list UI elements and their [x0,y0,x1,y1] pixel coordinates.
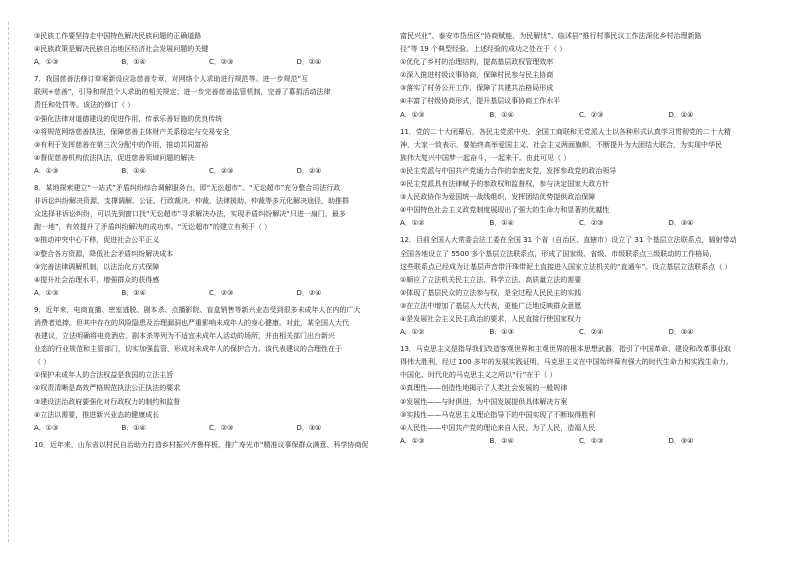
left-margin-dashed-line [8,22,10,542]
option-b: B．①④ [489,436,514,445]
statement-item: ④丰富了村级协商形式，提升基层议事协商工作水平 [400,97,561,106]
question-stem: 全国各地设立了 5500 多个基层立法联系点，形成了国家级、省级、市级联系点三级联动的工作格局， [400,249,717,258]
question-10-continued [400,30,758,122]
question-stem: 得伟大胜利，经过 100 多年的发展实践证明，马克思主义在中国始终葆有强大的时代生命力和实践生命力。 [400,358,733,367]
option-d: D．②④ [296,288,322,297]
statement-item: ②深入推进村级议事协商，保障村民参与民主协商 [400,71,554,80]
question-7 [34,73,384,178]
option-a: A．①③ [34,166,59,175]
question-stem: 12．目前全国人大常委会法工委在全国 31 个省（自治区、直辖市）设立了 31 个基层立法联系点，辐射带动 [400,236,737,245]
answer-options [400,217,758,230]
statement-item: ③在立法中增加了基层人大代表，更能广泛地反映群众意愿 [400,301,582,310]
right-column [400,30,758,448]
statement-item: ①顺应了立法机关民主立法、科学立法、高质量立法的需要 [400,275,582,284]
question-stem: 中国化、时代化的马克思主义之所以“行”在于（ ） [400,371,557,380]
question-12 [400,234,758,339]
question-line: ④民族政策是解决民族自治地区经济社会发展问题的关键 [34,45,209,54]
answer-options [34,165,384,178]
answer-options [34,287,384,300]
option-d: D．②④ [668,110,694,119]
question-stem: 族伟大复兴中国梦一起奋斗、一起来干。由此可见（ ） [400,153,571,162]
option-c: C．②④ [579,328,604,337]
statement-item: ④立法以需要，推进新兴业态的健康成长 [34,410,160,419]
answer-options [34,422,384,435]
statement-item: ②民主党派具有法律赋予的参政权和监督权，参与决定国家大政方针 [400,180,610,189]
option-a: A．①② [400,328,425,337]
option-c: C．②③ [209,423,234,432]
statement-item: ④是发展社会主义民主政治的要求，人民直接行使国家权力 [400,314,582,323]
option-a: A．①② [400,219,425,228]
question-stem: （ ） [34,358,51,367]
option-a: A．①③ [34,58,59,67]
option-a: A．①③ [400,436,425,445]
option-c: C．②③ [579,110,604,119]
statement-item: ①强化法律对道德建设的促进作用，传承乐善好施的优良传统 [34,114,223,123]
statement-item: ②权责清晰是高效严格规范执法公正执法的要求 [34,384,181,393]
question-8 [34,182,384,300]
question-13 [400,343,758,448]
statement-item: ②整合各方资源，降低社会矛盾纠纷解决成本 [34,249,174,258]
statement-item: ②将规范网络慈善执法，保障慈善主体财产关系稳定与交易安全 [34,127,230,136]
answer-options [34,56,384,69]
option-d: D．③④ [668,219,694,228]
question-stem: 这些联系点已经成为让基层声音带汗珠带泥土直接进入国家立法机关的“直通车”。设立基层立法联系点（ ） [400,262,732,271]
question-11 [400,126,758,231]
left-column [34,30,384,452]
question-stem: 非诉讼纠纷解决资源，支撑调解、公证、行政裁决、仲裁、法律援助、仲裁等多元化解决途径，助推群 [34,197,349,206]
statement-item: ③人民政协作为爱国统一战线组织，发挥团结优势提供政治保障 [400,193,596,202]
question-stem: 业态的行业规范和主管部门，切实加强监管，形成对未成年人的保护合力。该代表建议的合理性在于 [34,345,342,354]
answer-options [400,109,758,122]
option-b: B．①④ [121,423,146,432]
question-10-stem-start: 10．近年来，山东省以村民自治助力打造乡村振兴齐鲁样板，推广寿光市“精准议事保群众满意、科学协商促 [34,440,369,449]
question-stem: 8．某地探索建立“一站式”矛盾纠纷综合调解服务台，即“无讼超市”。“无讼超市”充分整合司法行政 [34,184,341,193]
statement-item: ④督促慈善机构依法执法，促进慈善领域问题的解决 [34,153,195,162]
question-stem: 9．近年来，电商直播、密室逃脱、剧本杀、点播影院、盲盒销售等新兴业态受到很多未成年人在内的广大 [34,305,361,314]
question-stem: 消费者追捧。但其中存在的风险隐患及治理漏洞也严重影响未成年人的身心健康。对此，某全国人大代 [34,318,349,327]
option-d: D．②④ [296,58,322,67]
statement-item: ④中国特色社会主义政党制度展现出了强大的生命力和显著的优越性 [400,206,610,215]
statement-item: ①推动冲突中心下移，促进社会公平正义 [34,236,160,245]
question-stem: 13．马克思主义是指导我们改造客观世界和主观世界的根本思想武器，指引了中国革命、建设和改革事业取 [400,345,731,354]
question-9 [34,304,384,435]
option-b: B．①④ [489,110,514,119]
question-stem: 富民兴业”、泰安市岱岳区“协商赋能、为民解忧”、临沭县“推行村事民议工作法深化乡村治理新路 [400,32,702,40]
option-a: A．①③ [34,288,59,297]
option-b: B．①④ [121,58,146,67]
question-stem: 众选择非诉讼纠纷，可以先到窗口找“无讼超市”寻求解决办法，实现矛盾纠纷解决“只进一扇门，最多 [34,210,346,219]
statement-item: ④人民性——中国共产党的理论来自人民，为了人民，造福人民 [400,423,596,432]
option-d: D．③④ [668,328,694,337]
statement-item: ③实践性——马克思主义理论指导下的中国实现了不断取得胜利 [400,410,596,419]
question-line: ③民族工作要坚持走中国特色解决民族问题的正确道路 [34,32,202,40]
question-stem: 神，大家一致表示，要始终高举爱国主义、社会主义两面旗帜，不断提升为大团结大联合，为实现中华民 [400,140,722,149]
option-c: C．②③ [579,436,604,445]
question-stem: 11．党的二十大闭幕后，各民主党派中央、全国工商联和无党派人士以各种形式认真学习贯彻党的二十大精 [400,127,731,136]
statement-item: ①民主党派与中国共产党通力合作的亲密友党，发挥参政党的政治领导 [400,166,617,175]
statement-item: ③完善法律调解机制，以法治化方式保障 [34,262,160,271]
option-d: D．③④ [296,423,322,432]
statement-item: ④提升社会治理水平，增强群众的获得感 [34,275,160,284]
statement-item: ①保护未成年人的合法权益是我国的立法主旨 [34,371,174,380]
option-b: B．①③ [489,328,514,337]
option-b: B．①④ [121,166,146,175]
statement-item: ③有利于发挥慈善在第三次分配中的作用，推动共同富裕 [34,140,209,149]
option-b: B．①④ [489,219,514,228]
statement-item: ①优化了乡村的治理结构，提高基层政权管理效率 [400,58,554,67]
statement-item: ①真理性——创造性地揭示了人类社会发展的一般规律 [400,384,568,393]
option-b: B．①④ [121,288,146,297]
option-c: C．②③ [209,166,234,175]
option-c: C．②③ [209,288,234,297]
option-a: A．①③ [34,423,59,432]
statement-item: ②体现了基层民众的立法参与权，是全过程人民民主的实践 [400,288,582,297]
option-d: D．②④ [296,166,322,175]
option-c: C．②③ [579,219,604,228]
answer-options [400,326,758,339]
statement-item: ③建设法治政府要强化对行政权力的制约和监督 [34,397,181,406]
statement-item: ②发展性——与时俱进，为中国发展提供具体解决方案 [400,397,568,406]
option-d: D．③④ [668,436,694,445]
question-stem: 表建议，立法明确将电竞酒店、剧本杀等列为不适宜未成年人活动的场所，并由相关部门出台新兴 [34,332,335,341]
answer-options [400,435,758,448]
question-stem: 7．我国慈善法修订草案新设应急慈善专章，对网络个人求助进行规范等。进一步规范“互 [34,75,309,84]
question-stem: 跑一地”，有效提升了矛盾纠纷解决的成功率。“无讼超市”的建立有利于（ ） [34,223,272,232]
option-a: A．①③ [400,110,425,119]
question-stem: 径”等 19 个典型经验。上述经验的成功之处在于（ ） [400,45,567,54]
statement-item: ③落实了村务公开工作，保障了共建共治格局形成 [400,84,554,93]
question-stem: 责任和处罚等。该法的修订（ ） [34,101,135,110]
question-stem: 联网+慈善”，引导和规范个人求助的相关规定；进一步完善慈善监管机制，完善了募捐活动法律 [34,88,331,97]
option-c: C．②③ [209,58,234,67]
